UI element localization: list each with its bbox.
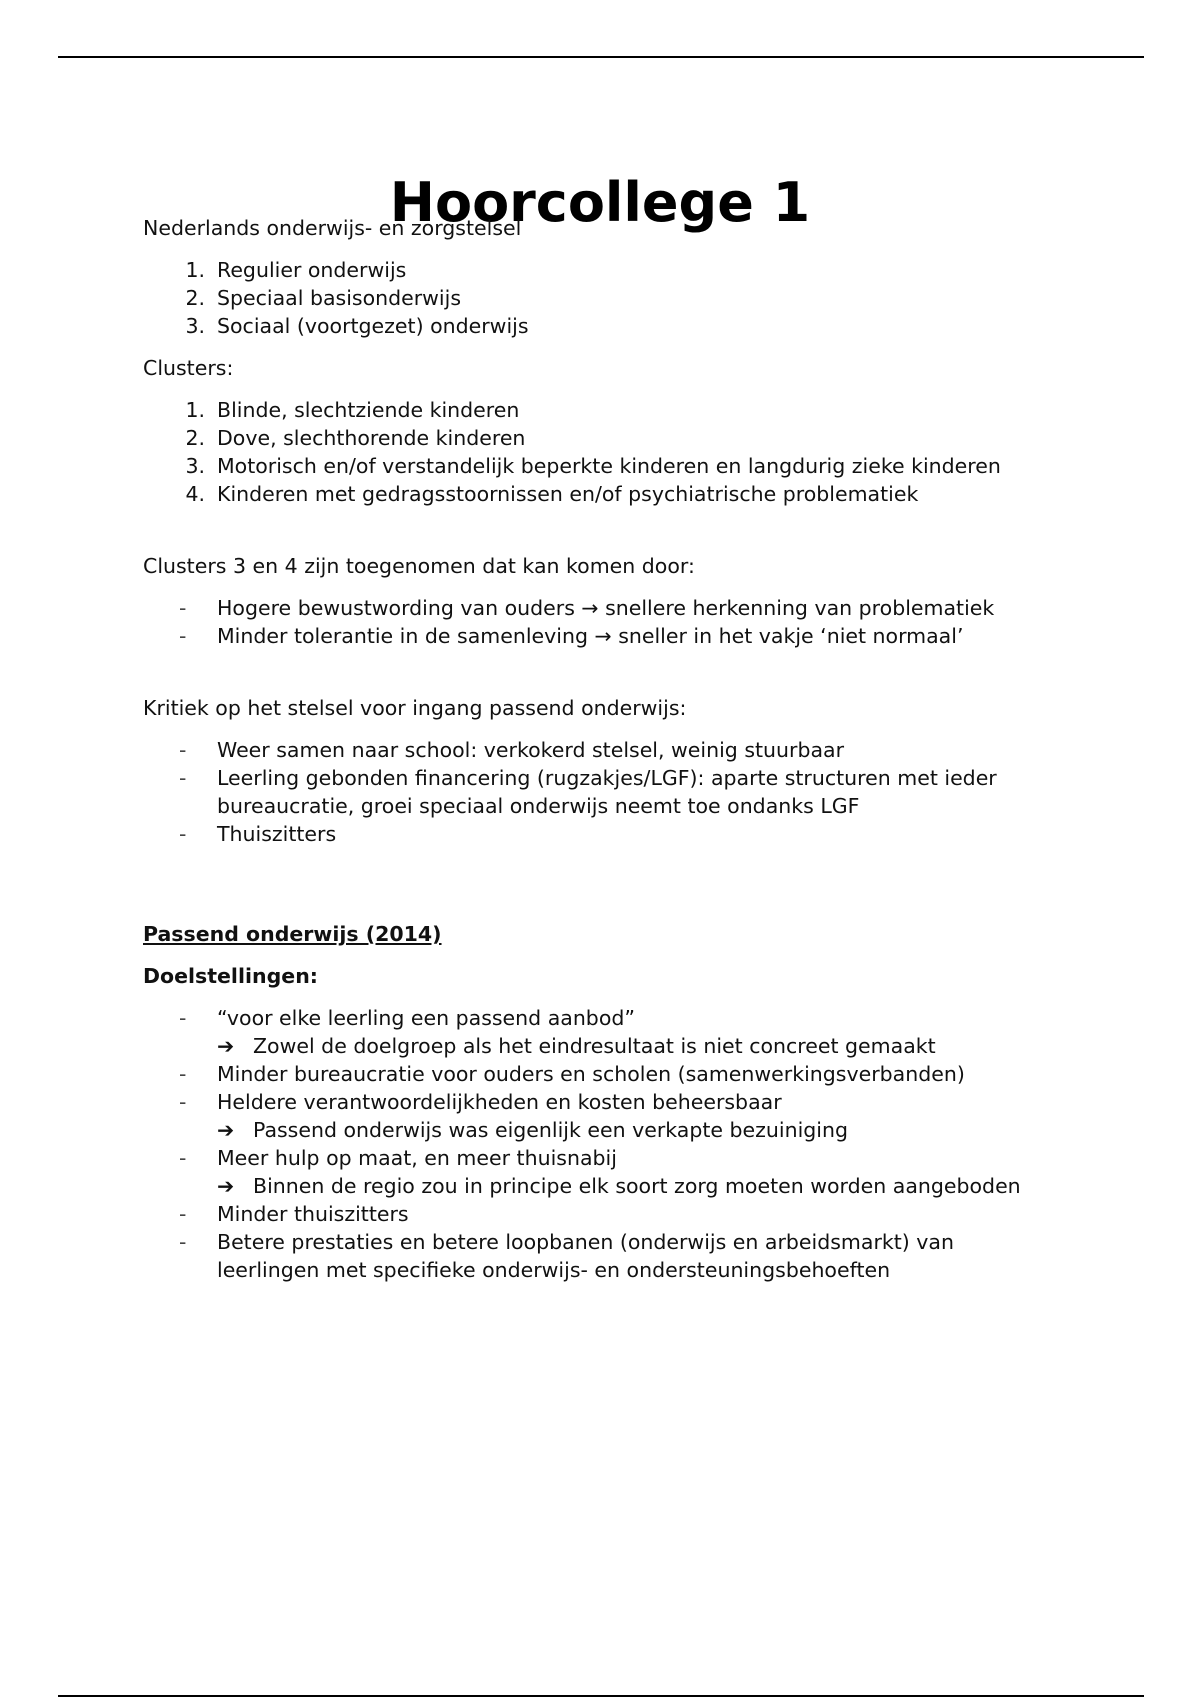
list-item: - Thuiszitters <box>179 822 337 846</box>
list-item: - Hogere bewustwording van ouders → snellere herkenning van problematiek <box>179 596 995 620</box>
list-item: 2. Dove, slechthorende kinderen <box>185 426 526 450</box>
list-item: - Weer samen naar school: verkokerd stelsel, weinig stuurbaar <box>179 738 845 762</box>
list-item: - Meer hulp op maat, en meer thuisnabij ➔ Binnen de regio zou in principe elk soort zorg moeten worden aangeboden <box>143 1144 1043 1200</box>
list-item: 4. Kinderen met gedragsstoornissen en/of psychiatrische problematiek <box>185 482 919 506</box>
document-body <box>143 214 1043 1284</box>
goals-heading: Doelstellingen: <box>143 964 318 988</box>
intro-text: Nederlands onderwijs- en zorgstelsel <box>143 216 522 240</box>
critique-label: Kritiek op het stelsel voor ingang passend onderwijs: <box>143 696 687 720</box>
page-title: Hoorcollege 1 <box>389 171 811 235</box>
list-item: - “voor elke leerling een passend aanbod” ➔ Zowel de doelgroep als het eindresultaat is niet concreet gemaakt <box>143 1004 1043 1060</box>
school-types-list <box>143 256 1043 340</box>
growth-label: Clusters 3 en 4 zijn toegenomen dat kan komen door: <box>143 554 695 578</box>
header-rule <box>58 56 1144 58</box>
goal-note: ➔ Zowel de doelgroep als het eindresultaat is niet concreet gemaakt <box>217 1034 936 1058</box>
growth-reasons-list <box>143 594 1043 650</box>
list-item: 1. Blinde, slechtziende kinderen <box>185 398 520 422</box>
section-heading: Passend onderwijs (2014) <box>143 922 442 946</box>
goal-note: ➔ Passend onderwijs was eigenlijk een verkapte bezuiniging <box>217 1118 849 1142</box>
arrow-right-icon: ➔ <box>217 1118 235 1142</box>
list-item: - Heldere verantwoordelijkheden en kosten beheersbaar ➔ Passend onderwijs was eigenlijk een verkapte bezuiniging <box>143 1088 1043 1144</box>
goals-list <box>143 1004 1043 1284</box>
list-item: 2. Speciaal basisonderwijs <box>185 286 461 310</box>
list-item: - Leerling gebonden financering (rugzakjes/LGF): aparte structuren met ieder bureaucratie, groei speciaal onderwijs neemt toe ondanks LGF <box>179 766 997 818</box>
footer-rule <box>58 1695 1144 1697</box>
clusters-list <box>143 396 1043 508</box>
list-item: 3. Sociaal (voortgezet) onderwijs <box>185 314 529 338</box>
list-item: - Minder bureaucratie voor ouders en scholen (samenwerkingsverbanden) <box>179 1062 965 1086</box>
list-item: - Minder thuiszitters <box>179 1202 409 1226</box>
list-item: - Minder tolerantie in de samenleving → sneller in het vakje ‘niet normaal’ <box>179 624 964 648</box>
critique-list <box>143 736 1043 848</box>
list-item: 3. Motorisch en/of verstandelijk beperkte kinderen en langdurig zieke kinderen <box>185 454 1001 478</box>
goal-note: ➔ Binnen de regio zou in principe elk soort zorg moeten worden aangeboden <box>217 1174 1021 1198</box>
arrow-right-icon: ➔ <box>217 1034 235 1058</box>
list-item: 1. Regulier onderwijs <box>185 258 407 282</box>
arrow-right-icon: ➔ <box>217 1174 235 1198</box>
clusters-label: Clusters: <box>143 356 234 380</box>
list-item: - Betere prestaties en betere loopbanen (onderwijs en arbeidsmarkt) van leerlingen met specifieke onderwijs- en ondersteuningsbehoeften <box>179 1230 954 1282</box>
